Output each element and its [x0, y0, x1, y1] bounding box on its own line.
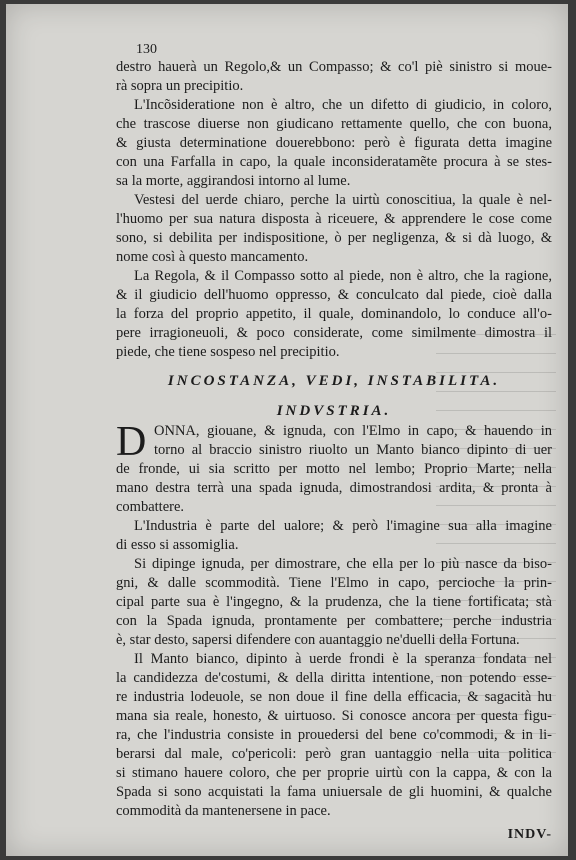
text-line: gni, & dalle scommodità. Tiene l'Elmo in capo, percioche la prin- — [116, 575, 552, 591]
text-line: l'huomo per sua natura disposta à riceuere, & apprendere le cose come — [116, 211, 552, 227]
text-line: sono, si debilita per indispositione, ò per negligenza, & si dà luogo, & — [116, 230, 552, 246]
text-line: & giusta determinatione douerebbono: però è figurata detta imagine — [116, 135, 552, 151]
text-line: nome così à questo mancamento. — [116, 249, 309, 265]
text-line: sa la morte, aggirandosi intorno al lume. — [116, 173, 351, 189]
spacer — [116, 362, 552, 370]
heading-industria: INDVSTRIA. — [276, 403, 392, 419]
paragraph-manto — [116, 650, 552, 821]
text-line: mano destra terrà una spada ignuda, dimostrandosi ardita, & pronta à — [116, 480, 552, 496]
text-line: con la Spada ignuda, prontamente per combattere; perche industria — [116, 613, 552, 629]
text-line: destro hauerà un Regolo,& un Compasso; & co'l piè sinistro si moue- — [116, 59, 552, 75]
text-line: berarsi dal male, co'pericoli: però gran uantaggio nella uita politica — [116, 746, 552, 762]
text-line: Spada si sono acquistati la fama uniuersale de gli huomini, & qualche — [116, 784, 552, 800]
text-line: Il Manto bianco, dipinto à uerde frondi è la speranza fondata nel — [134, 651, 552, 667]
text-line: Si dipinge ignuda, per dimostrare, che ella per lo più nasce da biso- — [134, 556, 552, 572]
text-line: commodità da mantenersene in pace. — [116, 803, 331, 819]
text-line: de fronde, ui sia scritto per motto nel lembo; Proprio Marte; nella — [116, 461, 552, 477]
drop-cap-letter: D — [116, 419, 147, 465]
text-line: è, star desto, sapersi difendere con auantaggio ne'duelli della Fortuna. — [116, 632, 520, 648]
paragraph-industria-parte — [116, 517, 552, 555]
paragraph-donna — [116, 460, 552, 517]
text-line: & il giudicio dell'huomo oppresso, & conculcato dal piede, cioè dalla — [116, 287, 552, 303]
text-line: rà sopra un precipitio. — [116, 78, 244, 94]
paragraph-continuation — [116, 58, 552, 96]
text-line: pere irragioneuoli, & poco considerate, come similmente dimostra il — [116, 325, 552, 341]
text-line: che trascose diuerse non giudicano rettamente quello, che con buona, — [116, 116, 552, 132]
heading-incostanza: INCOSTANZA, VEDI, INSTABILITA. — [167, 373, 501, 389]
text-line: mana sia reale, honesto, & uirtuoso. Si conosce ancora per questa figu- — [116, 708, 552, 724]
text-line: ra, che l'industria consiste in prouedersi del bene co'commodi, & in li- — [116, 727, 552, 743]
paragraph-regola — [116, 267, 552, 362]
text-line: ONNA, giouane, & ignuda, con l'Elmo in capo, & hauendo in — [154, 423, 552, 439]
text-line: cipal parte sua è l'ingegno, & la prudenza, che la tiene fortificata; stà — [116, 594, 552, 610]
text-line: piede, che tiene sospeso nel precipitio. — [116, 344, 340, 360]
text-line: re industria lodeuole, se non doue il fine della efficacia, & sagacità hu — [116, 689, 552, 705]
text-line: L'Incõsideratione non è altro, che un difetto di giudicio, in coloro, — [134, 97, 552, 113]
book-page — [6, 4, 568, 856]
text-line: la forza del proprio appetito, il quale, dominandolo, lo conduce all'o- — [116, 306, 552, 322]
text-line: di esso si assomiglia. — [116, 537, 239, 553]
catchword: INDV- — [507, 827, 552, 842]
text-line: combattere. — [116, 499, 185, 515]
paragraph-dipinge — [116, 555, 552, 650]
text-line: Vestesi del uerde chiaro, perche la uirtù conoscitiua, la quale è nel- — [134, 192, 552, 208]
text-line: La Regola, & il Compasso sotto al piede, non è altro, che la ragione, — [134, 268, 552, 284]
spacer — [116, 392, 552, 400]
text-line: con una Farfalla in capo, la quale inconsideratamẽte procura à se stes- — [116, 154, 552, 170]
text-line: L'Industria è parte del ualore; & però l'imagine sua alla imagine — [134, 518, 552, 534]
paragraph-inconsideratione — [116, 96, 552, 191]
text-line: si stimano hauere coloro, che per proprie uirtù con la cappa, & con la — [116, 765, 552, 781]
page-number: 130 — [136, 42, 157, 57]
text-line: torno al braccio sinistro riuolto un Manto bianco dipinto di uer — [154, 442, 552, 458]
paragraph-vestesi — [116, 191, 552, 267]
text-line: la candidezza de'costumi, & della diritta intentione, non potendo esse- — [116, 670, 552, 686]
text-block — [116, 58, 552, 843]
entry-industria — [116, 419, 552, 517]
